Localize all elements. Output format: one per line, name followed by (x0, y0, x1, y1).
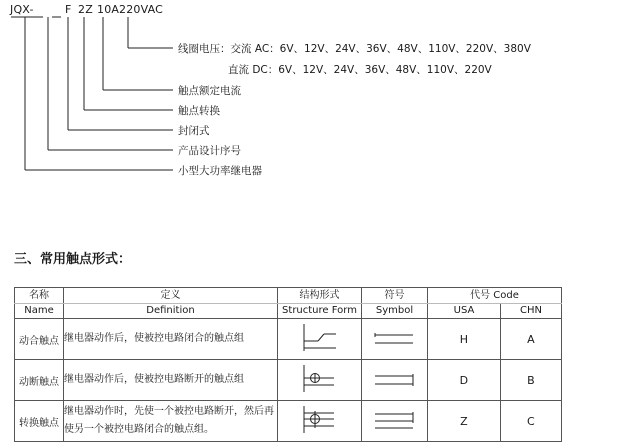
symbol-no (362, 319, 428, 360)
contact-name: 动断触点 (15, 360, 64, 401)
table-row (15, 360, 562, 401)
normally-open-structure-icon (278, 319, 362, 356)
contact-definition: 继电器动作后，使被控电路闭合的触点组 (64, 319, 278, 360)
coil-voltage-prefix: 线圈电压： (178, 43, 231, 55)
contact-definition: 继电器动作后，使被控电路断开的触点组 (64, 360, 278, 401)
code-voltage: 220VAC (119, 3, 164, 16)
changeover-structure-icon (278, 401, 362, 438)
header-def-en: Definition (64, 304, 278, 319)
normally-closed-symbol-icon (365, 370, 425, 390)
contact-definition (64, 401, 278, 442)
table-row (15, 401, 562, 442)
code-usa: D (428, 360, 501, 401)
header-symbol-cn: 符号 (362, 288, 428, 304)
code-prefix: JQX- (10, 3, 34, 16)
header-usa: USA (428, 304, 501, 319)
header-chn: CHN (501, 304, 562, 319)
code-current: 10A (97, 3, 120, 16)
definition-line-1: 继电器动作时，先使一个被控电路断开，然后再 (64, 406, 274, 417)
header-symbol-en: Symbol (362, 304, 428, 319)
structure-diagram-nc (278, 360, 362, 401)
header-name-cn: 名称 (15, 288, 64, 304)
code-chn: B (501, 360, 562, 401)
structure-diagram-no (278, 319, 362, 360)
sealed-label: 封闭式 (178, 125, 210, 137)
code-sealed: F (65, 3, 72, 16)
code-usa: Z (428, 401, 501, 442)
coil-voltage-label (178, 41, 531, 56)
contact-name: 动合触点 (15, 319, 64, 360)
dc-voltage-list: 直流 DC：6V、12V、24V、36V、48V、110V、220V (228, 64, 492, 76)
code-usa: H (428, 319, 501, 360)
section-heading: 三、常用触点形式： (14, 252, 132, 267)
symbol-co (362, 401, 428, 442)
ac-voltage-list: 交流 AC：6V、12V、24V、36V、48V、110V、220V、380V (230, 43, 531, 55)
header-def-cn: 定义 (64, 288, 278, 304)
rated-current-label: 触点额定电流 (178, 85, 241, 97)
structure-diagram-co (278, 401, 362, 442)
contact-switch-label: 触点转换 (178, 105, 220, 117)
header-struct-en: Structure Form (278, 304, 362, 319)
code-chn: C (501, 401, 562, 442)
relay-type-label: 小型大功率继电器 (178, 165, 262, 177)
table-row (15, 319, 562, 360)
header-name-en: Name (15, 304, 64, 319)
changeover-symbol-icon (365, 409, 425, 433)
code-chn: A (501, 319, 562, 360)
header-code-cn: 代号 Code (428, 288, 562, 304)
code-contact: 2Z (78, 3, 93, 16)
normally-open-symbol-icon (365, 329, 425, 349)
contact-form-table (14, 287, 562, 442)
leader-lines (0, 0, 625, 200)
contact-name: 转换触点 (15, 401, 64, 442)
definition-line-2: 使另一个被控电路闭合的触点组。 (64, 424, 214, 435)
normally-closed-structure-icon (278, 360, 362, 397)
symbol-nc (362, 360, 428, 401)
header-struct-cn: 结构形式 (278, 288, 362, 304)
design-serial-label: 产品设计序号 (178, 145, 241, 157)
